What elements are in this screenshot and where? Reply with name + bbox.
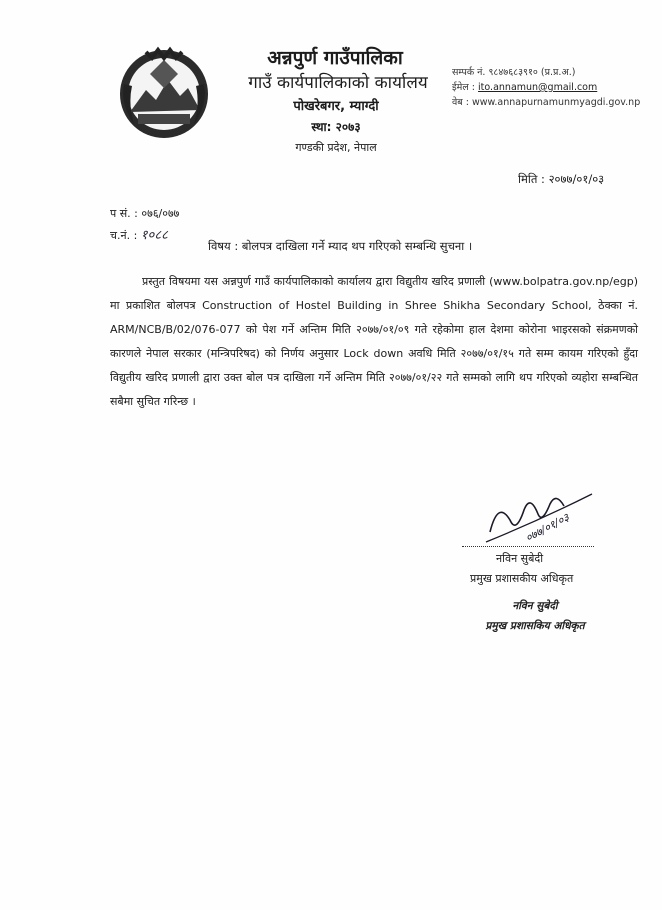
chalani-label: च.नं. : (110, 229, 138, 242)
contact-website[interactable]: वेब : www.annapurnamunmyagdi.gov.np (452, 97, 641, 108)
official-stamp (482, 596, 588, 636)
letter-body (110, 270, 638, 414)
stamp-name: नविन सुबेदी (512, 600, 558, 612)
stamp-title: प्रमुख प्रशासकिय अधिकृत (485, 620, 585, 632)
office-location: पोखरेबगर, म्याग्दी (293, 99, 379, 114)
established-year: स्था: २०७३ (311, 120, 361, 134)
contact-phone: सम्पर्क नं. ९८४७६८३९१० (प्र.प्र.अ.) (452, 67, 576, 78)
government-emblem-icon (116, 44, 212, 140)
letter-subject: विषय : बोलपत्र दाखिला गर्ने म्याद थप गरिएको सम्बन्धि सुचना । (208, 239, 473, 253)
contact-email-row (452, 80, 640, 95)
body-paragraph: प्रस्तुत विषयमा यस अन्नपुर्ण गाउँ कार्यपालिकाको कार्यालय द्वारा विद्युतीय खरिद प्रणाली (www.bolpatra.gov.np/egp) मा प्रकाशित बोलपत्र Construction of Hostel Building in Shree Shikha Secondary School, ठेक्का नं. ARM/NCB/B/02/076-077 को पेश गर्ने अन्तिम मिति २०७७/०१/०९ गते रहेकोमा हाल देशमा कोरोना भाइरसको संक्रमणको कारणले नेपाल सरकार (मन्त्रिपरिषद) को निर्णय अनुसार Lock down अवधि मिति २०७७/०१/१५ गते सम्म कायम गरिएको हुँदा विद्युतीय खरिद प्रणाली द्वारा उक्त बोल पत्र दाखिला गर्ने अन्तिम मिति २०७७/०१/२२ गते सम्मको लागि थप गरिएको व्यहोरा सम्बन्धित सबैमा सुचित गरिन्छ । (110, 275, 638, 408)
province: गण्डकी प्रदेश, नेपाल (295, 141, 377, 154)
letter-date: मिति : २०७७/०१/०३ (518, 172, 605, 186)
contact-email-label: ईमेल : (452, 82, 476, 93)
chalani-number: १०८८ (140, 228, 168, 243)
chalani-row (110, 225, 168, 243)
office-subtitle: गाउँ कार्यपालिकाको कार्यालय (248, 73, 428, 93)
signature-line (462, 546, 594, 547)
signer-name: नविन सुबेदी (496, 552, 544, 565)
signature-scribble (480, 480, 602, 552)
patra-sankhya: प सं. : ०७६/०७७ (110, 207, 180, 220)
contact-block (452, 65, 640, 110)
signer-title: प्रमुख प्रशासकीय अधिकृत (470, 572, 574, 585)
contact-email-link[interactable]: ito.annamun@gmail.com (478, 82, 598, 93)
signature-date: ०७७/०१/०३ (523, 510, 572, 545)
office-name: अन्नपुर्ण गाउँपालिका (267, 47, 403, 69)
